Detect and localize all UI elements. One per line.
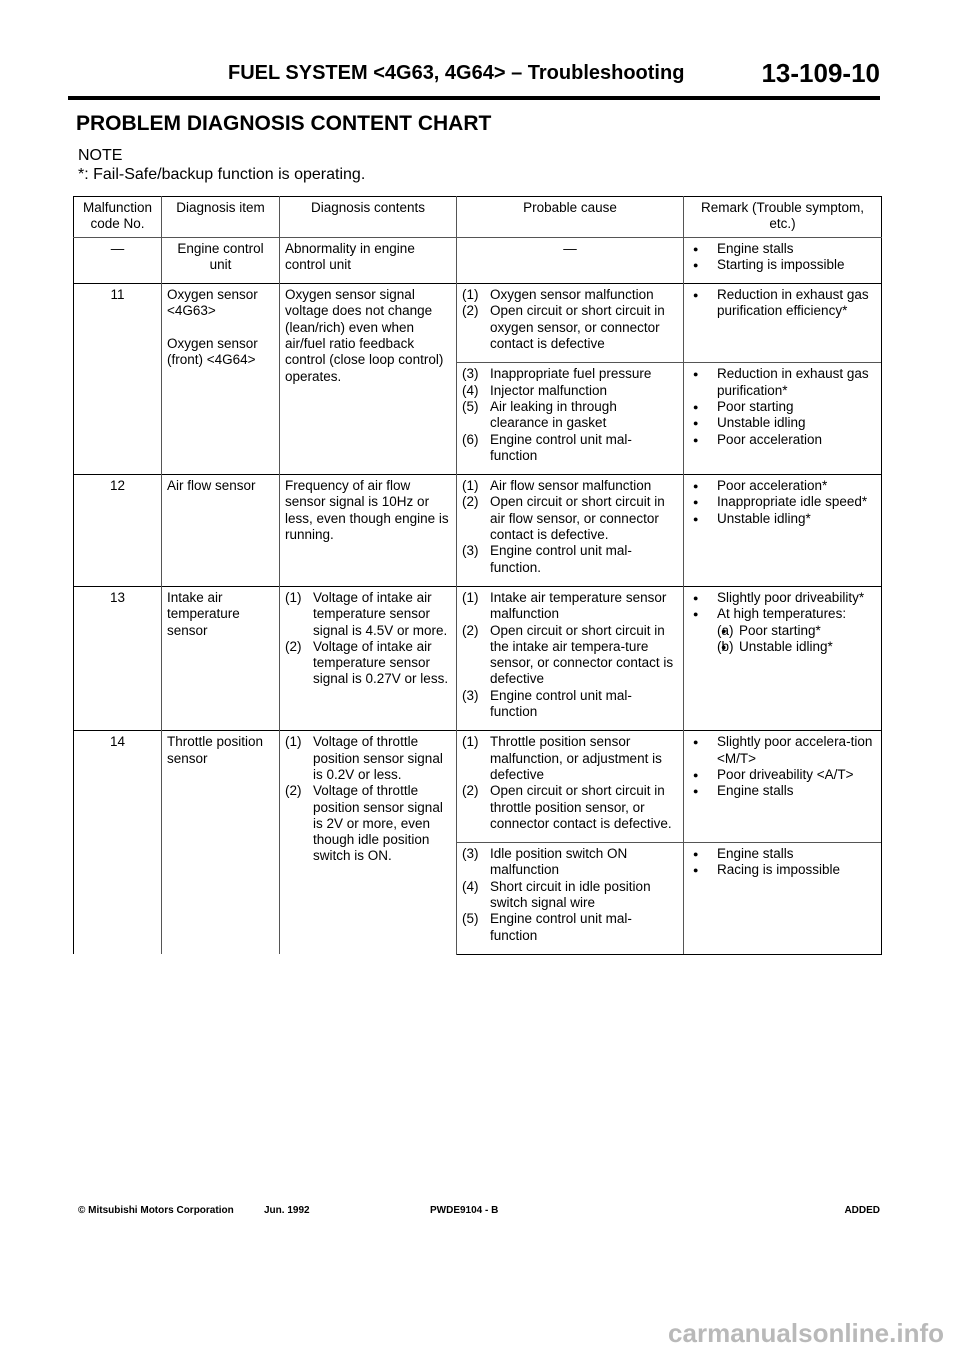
list-item (689, 511, 876, 527)
remark-text: Poor starting (717, 398, 794, 414)
list-number: (5) (462, 398, 479, 414)
table-body (74, 237, 882, 954)
header-title: FUEL SYSTEM <4G63, 4G64> – Troubleshooting (228, 62, 685, 84)
list-item (689, 287, 876, 320)
remark-text: Racing is impossible (717, 862, 841, 878)
note (78, 146, 365, 184)
malfunction-code: 11 (74, 284, 162, 475)
col-header: Probable cause (457, 197, 684, 238)
list-text: Throttle position sensor malfunction, or adjustment is defective (490, 734, 662, 782)
table-row (74, 237, 882, 284)
list-number: (2) (462, 783, 479, 799)
remark-sublist (717, 623, 876, 656)
remark (684, 586, 882, 730)
list-text: Open circuit or short circuit in oxygen sensor, or connector contact is defective (490, 303, 665, 352)
remark-text: Poor acceleration* (717, 478, 828, 494)
diagnosis-contents (280, 731, 457, 955)
list-number: (3) (462, 543, 479, 559)
remark (684, 237, 882, 284)
list-number: (1) (462, 589, 479, 605)
cause-list (462, 846, 678, 944)
list-number: (3) (462, 846, 479, 862)
probable-cause (457, 843, 684, 955)
table-row (74, 284, 882, 363)
diagnosis-contents-text: Oxygen sensor signal voltage does not change (lean/rich) even when air/fuel ratio feedback control (close loop control) operates. (285, 287, 444, 384)
list-text: Air flow sensor malfunction (490, 478, 652, 494)
probable-cause (457, 363, 684, 475)
remark-text: Engine stalls (717, 783, 794, 799)
watermark: carmanualsonline.info (668, 1318, 944, 1348)
remark-text: At high temperatures: (717, 606, 847, 622)
footer-copyright: © Mitsubishi Motors Corporation (78, 1205, 234, 1216)
diagnosis-table (73, 196, 882, 955)
remark-text: Engine stalls (717, 240, 794, 256)
list-text: Idle position switch ON malfunction (490, 846, 628, 878)
probable-cause (457, 237, 684, 284)
list-item (462, 846, 678, 879)
list-item (689, 494, 876, 510)
list-number: ● (b) (717, 638, 734, 654)
diagnosis-item-text: Throttle position sensor (167, 734, 264, 766)
list-item (462, 287, 678, 303)
remark-text: Unstable idling (717, 415, 806, 431)
list-number: (1) (285, 734, 302, 750)
diagnosis-item-text: Air flow sensor (167, 478, 256, 494)
cause-list (462, 478, 678, 576)
footer-date: Jun. 1992 (264, 1205, 310, 1216)
list-number: (5) (462, 911, 479, 927)
list-number: (1) (462, 734, 479, 750)
list-text: Engine control unit mal-function (490, 911, 632, 943)
page-header (68, 58, 880, 94)
list-item (462, 383, 678, 399)
list-text: Injector malfunction (490, 382, 608, 398)
probable-cause (457, 586, 684, 730)
diagnosis-item (162, 586, 280, 730)
cause-list (462, 734, 678, 832)
list-text: Inappropriate fuel pressure (490, 366, 652, 382)
table-row (74, 586, 882, 730)
list-item (285, 590, 451, 639)
list-item (689, 767, 876, 783)
note-label: NOTE (78, 147, 123, 164)
diagnosis-item (162, 731, 280, 955)
remark-list (689, 734, 876, 799)
remark (684, 843, 882, 955)
list-text: Voltage of intake air temperature sensor signal is 0.27V or less. (313, 638, 449, 687)
list-item (462, 623, 678, 688)
remark (684, 731, 882, 843)
remark (684, 284, 882, 363)
remark-text: Slightly poor driveability* (717, 589, 865, 605)
malfunction-code: 12 (74, 475, 162, 587)
list-number: (2) (285, 638, 302, 654)
remark-list (689, 478, 876, 527)
list-text: Air leaking in through clearance in gasket (490, 398, 617, 431)
list-text: Engine control unit mal-function (490, 687, 632, 720)
diagnosis-item (162, 237, 280, 284)
diagnosis-contents (280, 237, 457, 284)
list-number: (2) (462, 494, 479, 510)
list-item (689, 241, 876, 257)
list-text: Voltage of throttle position sensor signal is 0.2V or less. (313, 734, 443, 782)
list-number: (3) (462, 366, 479, 382)
list-number: (1) (462, 478, 479, 494)
malfunction-code: 13 (74, 586, 162, 730)
list-item (462, 494, 678, 543)
list-item (462, 366, 678, 382)
list-number: (1) (462, 287, 479, 303)
remark-list (689, 287, 876, 320)
cause-list (462, 287, 678, 352)
list-item (462, 478, 678, 494)
col-header: Diagnosis contents (280, 197, 457, 238)
list-item (462, 911, 678, 944)
remark-text: Engine stalls (717, 846, 794, 862)
list-text: Unstable idling* (739, 638, 833, 654)
diagnosis-item-text: Oxygen sensor (front) <4G64> (167, 335, 258, 368)
cause-list (462, 590, 678, 720)
diagnosis-item (162, 475, 280, 587)
list-text: Open circuit or short circuit in the intake air tempera-ture sensor, or connector contact is defective (490, 622, 674, 687)
list-text: Poor starting* (739, 622, 821, 638)
list-text: Oxygen sensor malfunction (490, 287, 654, 303)
remark-text: Starting is impossible (717, 256, 845, 272)
remark (684, 475, 882, 587)
remark (684, 363, 882, 475)
list-text: Open circuit or short circuit in air flow sensor, or connector contact is defective. (490, 494, 665, 543)
page-footer (78, 1205, 880, 1221)
list-item (717, 639, 876, 655)
remark-list (689, 241, 876, 274)
remark-text: Slightly poor accelera-tion <M/T> (717, 734, 873, 766)
list-text: Voltage of intake air temperature sensor signal is 4.5V or more. (313, 589, 448, 638)
list-text: Short circuit in idle position switch signal wire (490, 878, 651, 910)
diagnosis-contents-list (285, 590, 451, 688)
list-item (689, 478, 876, 494)
cause-list (462, 366, 678, 464)
list-item (462, 688, 678, 721)
list-text: Intake air temperature sensor malfunction (490, 589, 667, 622)
list-text: Engine control unit mal-function. (490, 543, 632, 575)
diagnosis-contents (280, 284, 457, 475)
list-text: Open circuit or short circuit in throttle position sensor, or connector contact is defective. (490, 783, 672, 831)
list-item (462, 734, 678, 783)
remark-list (689, 590, 876, 655)
list-number: (2) (462, 622, 479, 638)
diagnosis-item-text: Intake air temperature sensor (167, 589, 240, 638)
list-item (462, 879, 678, 912)
list-item (462, 590, 678, 623)
list-item (285, 639, 451, 688)
malfunction-code: — (74, 237, 162, 284)
col-header: Diagnosis item (162, 197, 280, 238)
probable-cause (457, 731, 684, 843)
remark-text: Reduction in exhaust gas purification efficiency* (717, 287, 869, 319)
list-item (689, 257, 876, 273)
cause-text: — (563, 240, 577, 256)
footer-code: PWDE9104 - B (430, 1205, 499, 1216)
diagnosis-contents (280, 586, 457, 730)
list-number: (4) (462, 382, 479, 398)
col-header: Malfunction code No. (74, 197, 162, 238)
diagnosis-contents-text: Frequency of air flow sensor signal is 10Hz or less, even though engine is running. (285, 478, 449, 543)
diagnosis-item-text: Oxygen sensor <4G63> (167, 287, 258, 319)
diagnosis-item (162, 284, 280, 475)
list-item (285, 783, 451, 864)
diagnosis-item-text: Engine control unit (177, 240, 264, 272)
list-item (689, 862, 876, 878)
col-header: Remark (Trouble symptom, etc.) (684, 197, 882, 238)
list-number: (3) (462, 687, 479, 703)
probable-cause (457, 475, 684, 587)
list-item (689, 783, 876, 799)
list-item (462, 303, 678, 352)
malfunction-code: 14 (74, 731, 162, 955)
table-header-row (74, 197, 882, 238)
list-item (689, 590, 876, 606)
list-item (717, 623, 876, 639)
list-text: Voltage of throttle position sensor signal is 2V or more, even though idle position switch is ON. (313, 783, 443, 864)
list-number: (2) (462, 303, 479, 319)
list-item (689, 846, 876, 862)
diagnosis-contents-text: Abnormality in engine control unit (285, 240, 415, 272)
list-item (462, 543, 678, 576)
probable-cause (457, 284, 684, 363)
diagnosis-contents (280, 475, 457, 587)
remark-text: Reduction in exhaust gas purification* (717, 366, 869, 398)
list-number: (1) (285, 589, 302, 605)
list-item (689, 399, 876, 415)
list-item (462, 783, 678, 832)
footer-status: ADDED (844, 1205, 880, 1216)
list-item (689, 432, 876, 448)
list-item (462, 399, 678, 432)
remark-text: Poor acceleration (717, 431, 823, 447)
page-number: 13-109-10 (761, 58, 880, 88)
note-text: *: Fail-Safe/backup function is operating. (78, 166, 366, 183)
remark-text: Poor driveability <A/T> (717, 766, 854, 782)
list-number: (6) (462, 431, 479, 447)
remark-text: Unstable idling* (717, 510, 811, 526)
chart-heading: PROBLEM DIAGNOSIS CONTENT CHART (76, 112, 492, 135)
remark-list (689, 846, 876, 879)
list-item (689, 606, 876, 655)
header-rule (68, 96, 880, 100)
table-row (74, 475, 882, 587)
list-number: (2) (285, 783, 302, 799)
diagnosis-contents-list (285, 734, 451, 864)
table-row (74, 731, 882, 843)
list-number: ● (a) (717, 622, 734, 638)
list-text: Engine control unit mal-function (490, 431, 632, 463)
remark-list (689, 366, 876, 447)
remark-text: Inappropriate idle speed* (717, 494, 868, 510)
list-item (689, 734, 876, 767)
list-item (689, 366, 876, 399)
list-number: (4) (462, 878, 479, 894)
list-item (285, 734, 451, 783)
list-item (689, 415, 876, 431)
list-item (462, 432, 678, 465)
